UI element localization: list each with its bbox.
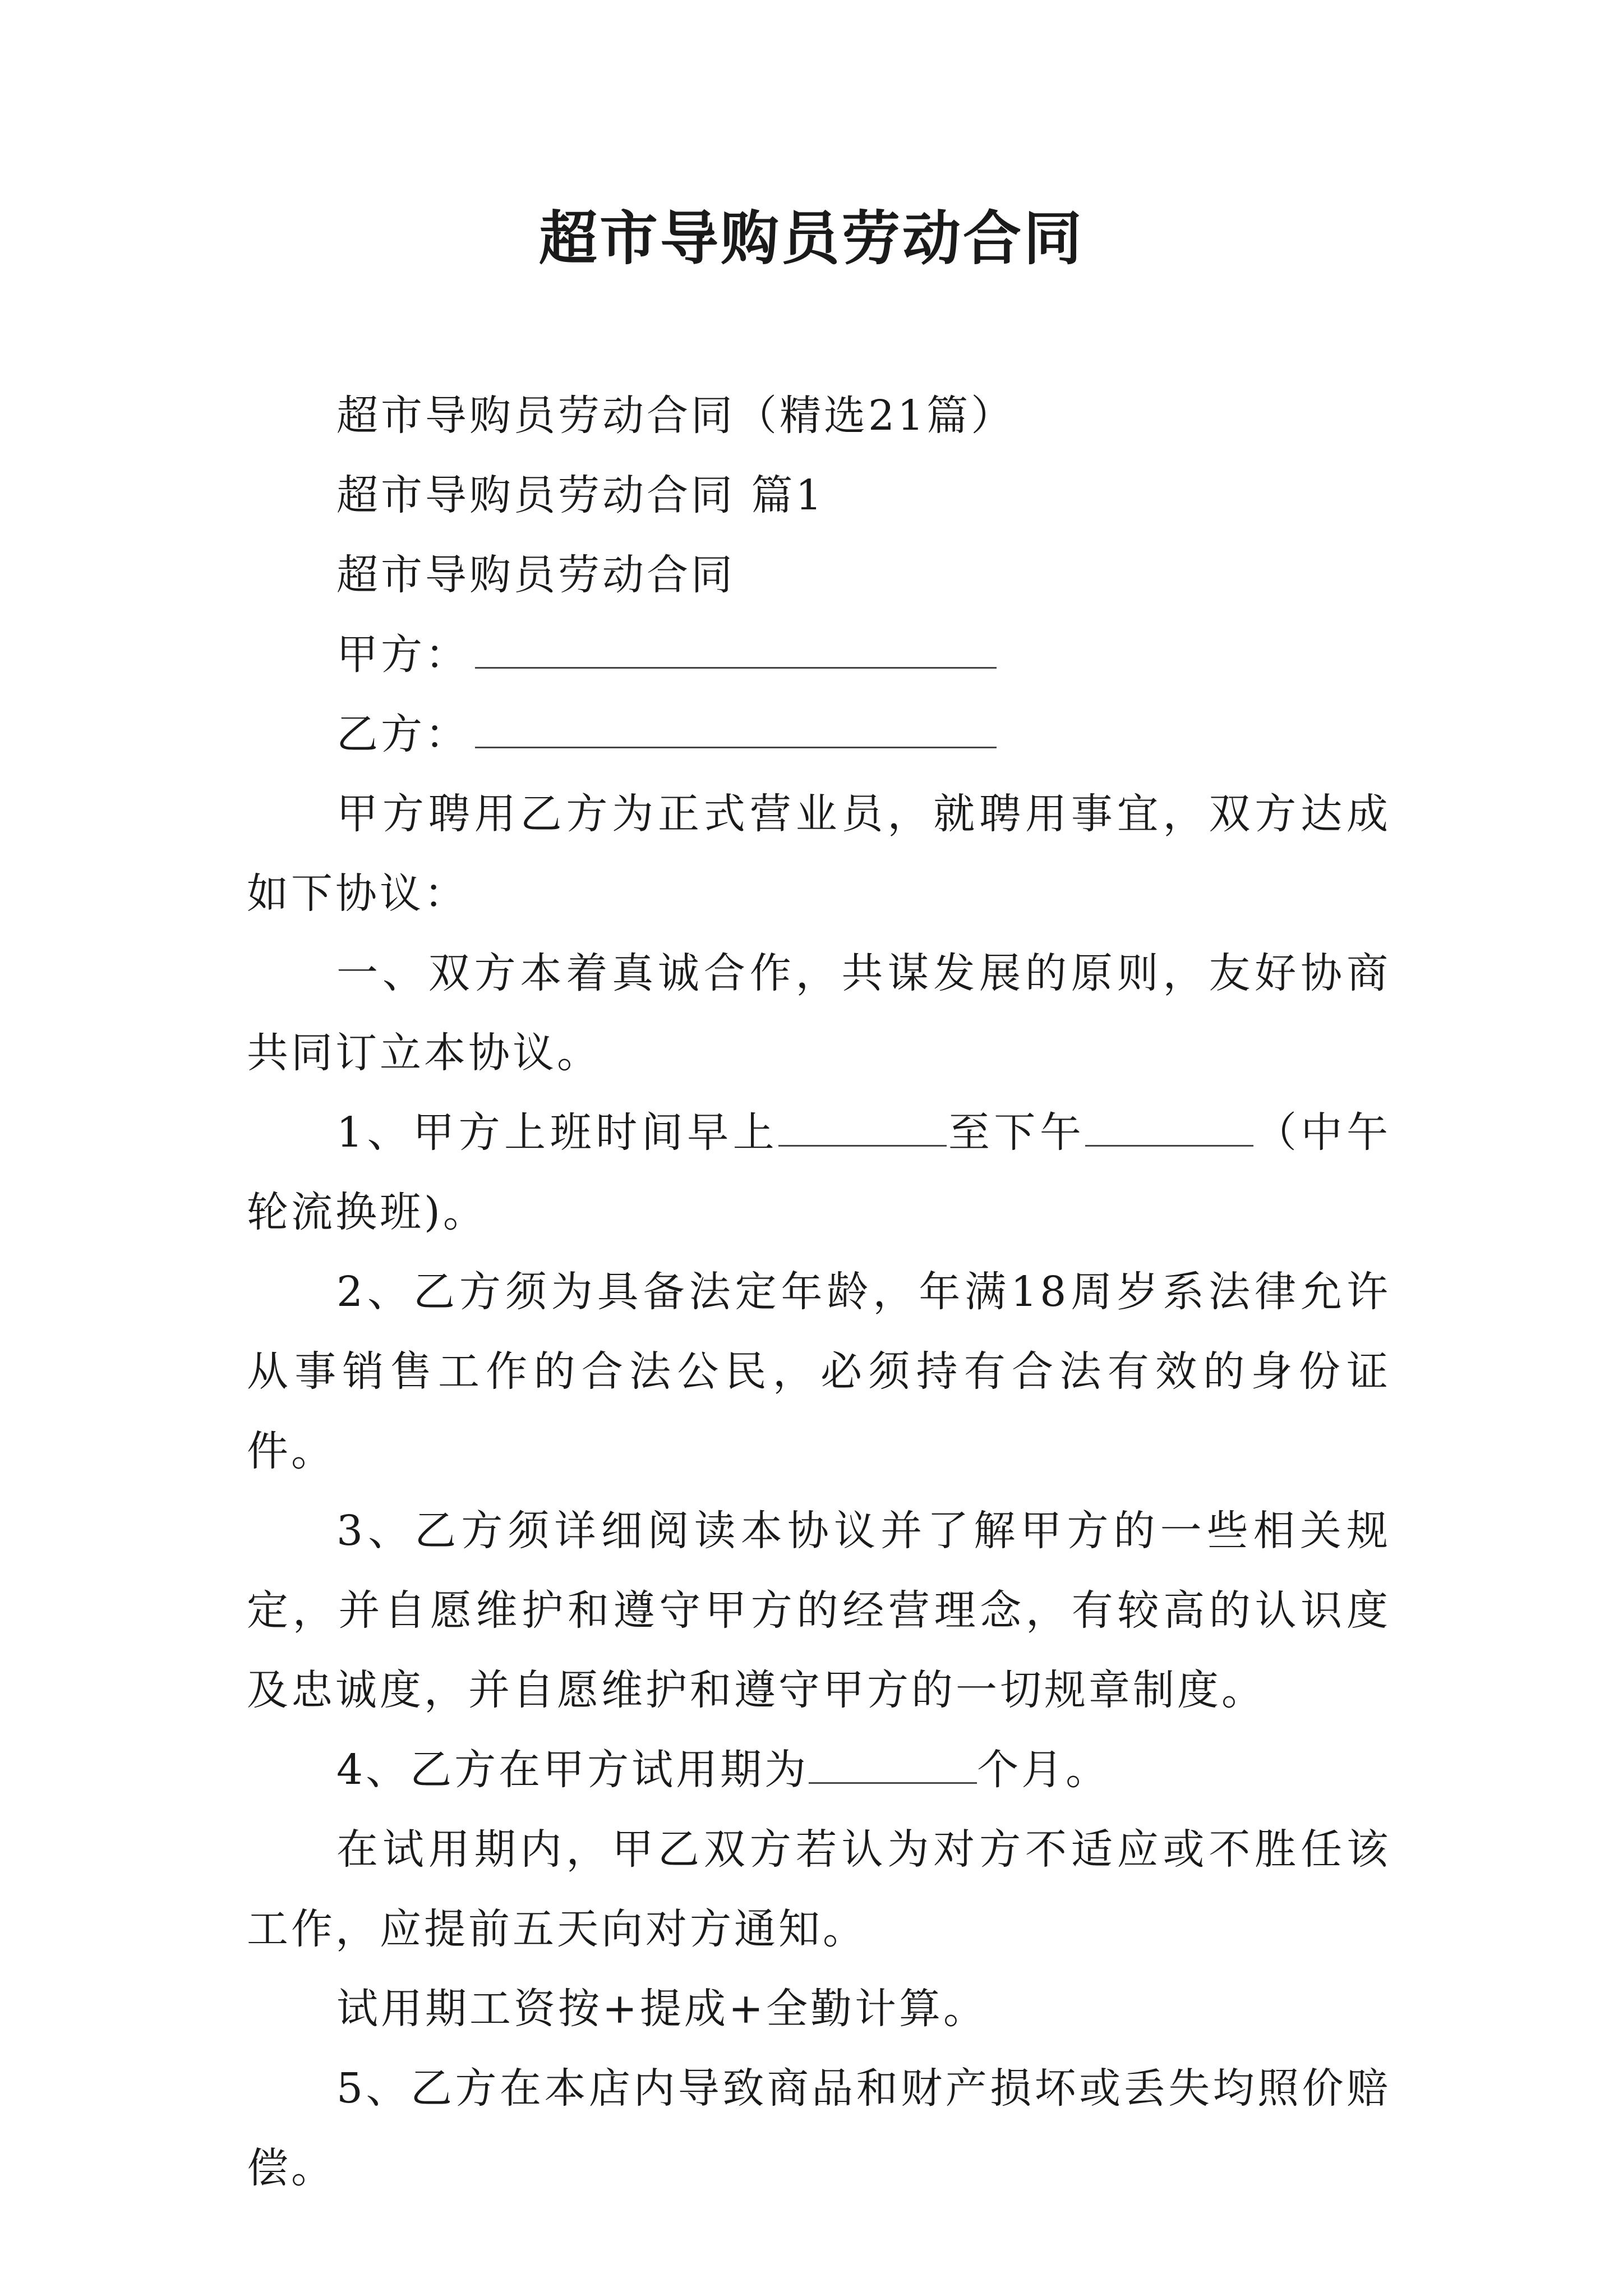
party-b-blank [475,707,997,748]
document-subtitle: 超市导购员劳动合同（精选21篇） [336,392,1016,440]
clause-1-start: 1、甲方上班时间早上 [336,1108,779,1157]
clause-2: 2、乙方须为具备法定年龄，年满18周岁系法律允许从事销售工作的合法公民，必须持有合法有效的身份证件。 [247,1268,1391,1475]
section-heading: 超市导购员劳动合同 篇1 [336,471,825,519]
clause-4-end: 个月。 [977,1746,1110,1794]
probation-note: 在试用期内，甲乙双方若认为对方不适应或不胜任该工作，应提前五天向对方通知。 [247,1825,1391,1953]
clause-1-end: （中午轮流换班)。 [247,1108,1391,1236]
start-time-blank [778,1106,947,1147]
probation-blank [809,1743,977,1784]
party-b-line [247,694,1391,774]
clause-3: 3、乙方须详细阅读本协议并了解甲方的一些相关规定，并自愿维护和遵守甲方的经营理念，有较高的认识度及忠诚度，并自愿维护和遵守甲方的一切规章制度。 [247,1507,1391,1714]
clause-1 [247,1093,1391,1252]
contract-name: 超市导购员劳动合同 [336,551,735,599]
clause-1-middle: 至下午 [947,1108,1086,1157]
intro-paragraph: 甲方聘用乙方为正式营业员，就聘用事宜，双方达成如下协议： [247,790,1391,918]
party-a-label: 甲方： [336,631,469,679]
document-body [247,376,1391,2208]
end-time-blank [1085,1106,1253,1147]
clause-principle: 一、双方本着真诚合作，共谋发展的原则，友好协商共同订立本协议。 [247,949,1391,1077]
clause-4 [247,1730,1391,1810]
clause-5: 5、乙方在本店内导致商品和财产损坏或丢失均照价赔偿。 [247,2064,1391,2192]
party-a-line [247,615,1391,694]
document-title: 超市导购员劳动合同 [538,204,1084,273]
clause-4-start: 4、乙方在甲方试用期为 [336,1746,809,1794]
party-b-label: 乙方： [336,710,469,758]
probation-pay: 试用期工资按+提成+全勤计算。 [336,1985,988,2033]
party-a-blank [475,628,997,669]
